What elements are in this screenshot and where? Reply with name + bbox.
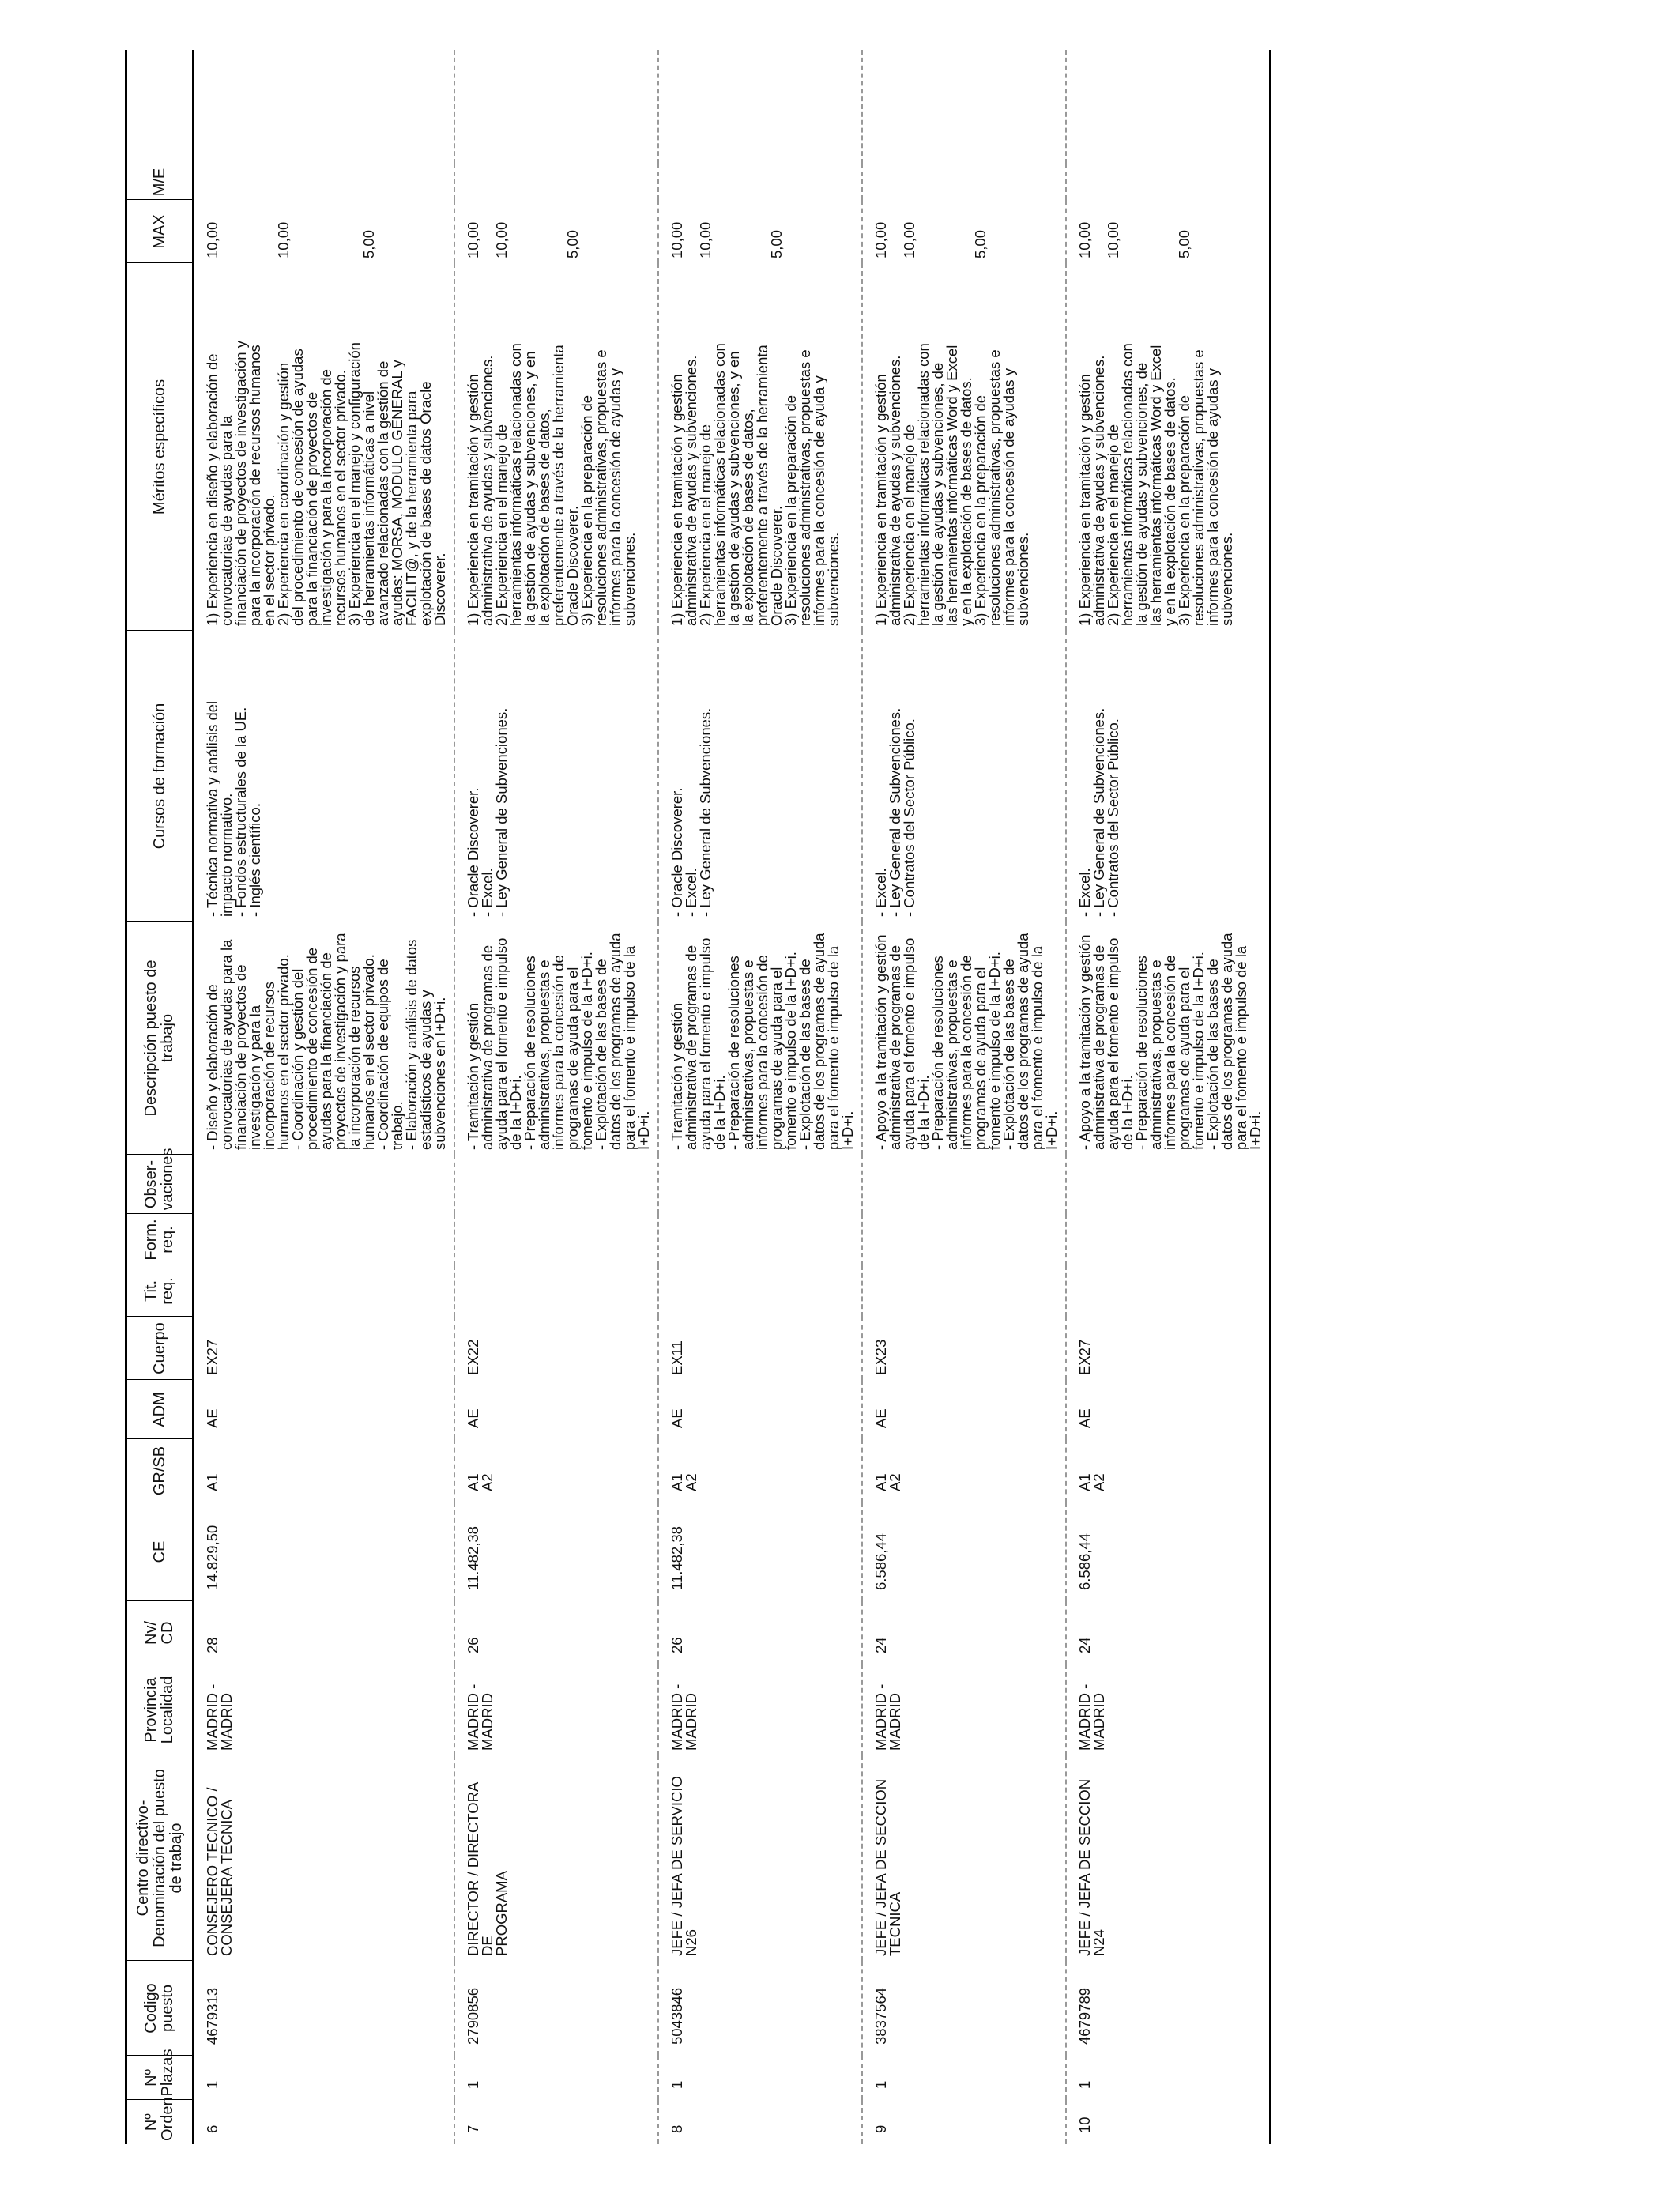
cell-max: 10,00 10,00 5,00 xyxy=(658,200,862,263)
cell-blank xyxy=(862,50,1066,164)
header-ce: CE xyxy=(126,1502,194,1601)
job-positions-table xyxy=(125,50,1271,2144)
header-nivel: Nv/ CD xyxy=(126,1601,194,1664)
cell-provincia: MADRID - MADRID xyxy=(194,1664,455,1755)
cell-provincia: MADRID - MADRID xyxy=(862,1664,1066,1755)
cell-titulacion xyxy=(862,1265,1066,1317)
cell-descripcion: - Tramitación y gestión administrativa de programas de ayuda para el fomento e impulso de la I+D+i. - Preparación de resoluciones administrativas, propuestas e informes para la concesión de programas de ayuda para el fomento e impulso de la I+D+i. - Explotación de las bases de datos de los programas de ayuda para el fomento e impulso de la I+D+i. xyxy=(454,922,658,1155)
cell-max: 10,00 10,00 5,00 xyxy=(194,200,455,263)
cell-cursos: - Técnica normativa y análisis del impacto normativo. - Fondos estructurales de la UE. - Inglés científico. xyxy=(194,631,455,922)
cell-grupo: A1 A2 xyxy=(862,1439,1066,1502)
cell-orden: 8 xyxy=(658,2100,862,2144)
cell-me xyxy=(1066,164,1271,200)
cell-titulacion xyxy=(658,1265,862,1317)
header-descripcion: Descripción puesto de trabajo xyxy=(126,922,194,1155)
header-meritos: Méritos específicos xyxy=(126,263,194,631)
cell-codigo: 2790856 xyxy=(454,1961,658,2056)
cell-codigo: 3837564 xyxy=(862,1961,1066,2056)
cell-plazas: 1 xyxy=(194,2056,455,2100)
cell-nivel: 24 xyxy=(862,1601,1066,1664)
header-adm: ADM xyxy=(126,1380,194,1439)
header-codigo: Codigo puesto xyxy=(126,1961,194,2056)
cell-formacion xyxy=(1066,1214,1271,1265)
table-row xyxy=(194,50,455,2144)
cell-adm: AE xyxy=(1066,1380,1271,1439)
cell-me xyxy=(454,164,658,200)
header-formacion: Form. req. xyxy=(126,1214,194,1265)
cell-nivel: 26 xyxy=(454,1601,658,1664)
cell-observaciones xyxy=(1066,1155,1271,1214)
cell-blank xyxy=(1066,50,1271,164)
cell-cuerpo: EX23 xyxy=(862,1317,1066,1380)
cell-plazas: 1 xyxy=(862,2056,1066,2100)
cell-provincia: MADRID - MADRID xyxy=(658,1664,862,1755)
cell-cuerpo: EX27 xyxy=(194,1317,455,1380)
header-cursos: Cursos de formación xyxy=(126,631,194,922)
cell-grupo: A1 A2 xyxy=(454,1439,658,1502)
header-titulacion: Tit. req. xyxy=(126,1265,194,1317)
cell-observaciones xyxy=(862,1155,1066,1214)
cell-centro: DIRECTOR / DIRECTORA DE PROGRAMA xyxy=(454,1755,658,1961)
cell-ce: 6.586,44 xyxy=(1066,1502,1271,1601)
cell-codigo: 4679313 xyxy=(194,1961,455,2056)
cell-centro: JEFE / JEFA DE SERVICIO N26 xyxy=(658,1755,862,1961)
cell-codigo: 5043846 xyxy=(658,1961,862,2056)
cell-cursos: - Oracle Discoverer. - Excel. - Ley General de Subvenciones. xyxy=(454,631,658,922)
cell-adm: AE xyxy=(658,1380,862,1439)
cell-provincia: MADRID - MADRID xyxy=(1066,1664,1271,1755)
cell-codigo: 4679789 xyxy=(1066,1961,1271,2056)
cell-orden: 6 xyxy=(194,2100,455,2144)
cell-titulacion xyxy=(194,1265,455,1317)
cell-adm: AE xyxy=(454,1380,658,1439)
cell-centro: JEFE / JEFA DE SECCION TECNICA xyxy=(862,1755,1066,1961)
cell-me xyxy=(194,164,455,200)
cell-ce: 11.482,38 xyxy=(454,1502,658,1601)
header-blank xyxy=(126,50,194,164)
header-provincia: Provincia Localidad xyxy=(126,1664,194,1755)
cell-me xyxy=(658,164,862,200)
cell-max: 10,00 10,00 5,00 xyxy=(1066,200,1271,263)
cell-cursos: - Oracle Discoverer. - Excel. - Ley General de Subvenciones. xyxy=(658,631,862,922)
cell-blank xyxy=(454,50,658,164)
cell-me xyxy=(862,164,1066,200)
cell-max: 10,00 10,00 5,00 xyxy=(454,200,658,263)
cell-nivel: 24 xyxy=(1066,1601,1271,1664)
rotated-page xyxy=(125,50,1555,2144)
cell-max: 10,00 10,00 5,00 xyxy=(862,200,1066,263)
cell-observaciones xyxy=(194,1155,455,1214)
cell-orden: 9 xyxy=(862,2100,1066,2144)
cell-centro: JEFE / JEFA DE SECCION N24 xyxy=(1066,1755,1271,1961)
table-row xyxy=(1066,50,1271,2144)
header-row xyxy=(126,50,194,2144)
cell-descripcion: - Tramitación y gestión administrativa de programas de ayuda para el fomento e impulso de la I+D+i. - Preparación de resoluciones administrativas, propuestas e informes para la concesión de programas de ayuda para el fomento e impulso de la I+D+i. - Explotación de las bases de datos de los programas de ayuda para el fomento e impulso de la I+D+i. xyxy=(658,922,862,1155)
cell-observaciones xyxy=(454,1155,658,1214)
cell-titulacion xyxy=(454,1265,658,1317)
cell-cursos: - Excel. - Ley General de Subvenciones. - Contratos del Sector Público. xyxy=(862,631,1066,922)
header-me: M/E xyxy=(126,164,194,200)
table-row xyxy=(862,50,1066,2144)
cell-provincia: MADRID - MADRID xyxy=(454,1664,658,1755)
cell-descripcion: - Diseño y elaboración de convocatorias de ayudas para la financiación de proyectos de investigación y para la incorporación de recursos humanos en el sector privado. - Coordinación y gestión del procedimiento de concesión de ayudas para la financiación de proyectos de investigación y para la incorporación de recursos humanos en el sector privado. - Coordinación de equipos de trabajo. - Elaboración y análisis de datos estadísticos de ayudas y subvenciones en I+D+i. xyxy=(194,922,455,1155)
cell-nivel: 28 xyxy=(194,1601,455,1664)
cell-meritos: 1) Experiencia en tramitación y gestión administrativa de ayudas y subvenciones. 2) Experiencia en el manejo de herramientas informáticas relacionadas con la gestión de ayudas y subvenciones, y en la explotación de bases de datos, preferentemente a través de la herramienta Oracle Discoverer. 3) Experiencia en la preparación de resoluciones administrativas, propuestas e informes para la concesión de ayuda y subvenciones. xyxy=(658,263,862,631)
cell-centro: CONSEJERO TECNICO / CONSEJERA TECNICA xyxy=(194,1755,455,1961)
cell-ce: 6.586,44 xyxy=(862,1502,1066,1601)
cell-formacion xyxy=(658,1214,862,1265)
cell-descripcion: - Apoyo a la tramitación y gestión administrativa de programas de ayuda para el fomento e impulso de la I+D+i. - Preparación de resoluciones administrativas, propuestas e informes para la concesión de programas de ayuda para el fomento e impulso de la I+D+i. - Explotación de las bases de datos de los programas de ayuda para el fomento e impulso de la I+D+i. xyxy=(862,922,1066,1155)
cell-adm: AE xyxy=(194,1380,455,1439)
cell-grupo: A1 xyxy=(194,1439,455,1502)
cell-titulacion xyxy=(1066,1265,1271,1317)
table-row xyxy=(658,50,862,2144)
cell-formacion xyxy=(194,1214,455,1265)
cell-plazas: 1 xyxy=(454,2056,658,2100)
cell-meritos: 1) Experiencia en tramitación y gestión administrativa de ayudas y subvenciones. 2) Experiencia en el manejo de herramientas informáticas relacionadas con la gestión de ayudas y subvenciones, de las herramientas informáticas Word y Excel y en la explotación de bases de datos. 3) Experiencia en la preparación de resoluciones administrativas, propuestas e informes para la concesión de ayudas y subvenciones. xyxy=(862,263,1066,631)
header-grupo: GR/SB xyxy=(126,1439,194,1502)
header-max: MAX xyxy=(126,200,194,263)
header-centro: Centro directivo- Denominación del puesto de trabajo xyxy=(126,1755,194,1961)
cell-observaciones xyxy=(658,1155,862,1214)
cell-grupo: A1 A2 xyxy=(1066,1439,1271,1502)
cell-formacion xyxy=(862,1214,1066,1265)
cell-orden: 7 xyxy=(454,2100,658,2144)
cell-meritos: 1) Experiencia en diseño y elaboración de convocatorias de ayudas para la financiación de proyectos de investigación y para la incorporación de recursos humanos en el sector privado. 2) Experiencia en coordinación y gestión del procedimiento de concesión de ayudas para la financiación de proyectos de investigación y para la incorporación de recursos humanos en el sector privado. 3) Experiencia en el manejo y configuración de herramientas informáticas a nivel avanzado relacionadas con la gestión de ayudas: MORSA, MÓDULO GENERAL y FACILIT@, y de la herramienta para explotación de bases de datos Oracle Discoverer. xyxy=(194,263,455,631)
cell-nivel: 26 xyxy=(658,1601,862,1664)
table-row xyxy=(454,50,658,2144)
header-observaciones: Obser- vaciones xyxy=(126,1155,194,1214)
cell-orden: 10 xyxy=(1066,2100,1271,2144)
cell-ce: 11.482,38 xyxy=(658,1502,862,1601)
cell-plazas: 1 xyxy=(658,2056,862,2100)
cell-cuerpo: EX11 xyxy=(658,1317,862,1380)
cell-blank xyxy=(658,50,862,164)
cell-blank xyxy=(194,50,455,164)
cell-cuerpo: EX27 xyxy=(1066,1317,1271,1380)
cell-grupo: A1 A2 xyxy=(658,1439,862,1502)
cell-meritos: 1) Experiencia en tramitación y gestión administrativa de ayudas y subvenciones. 2) Experiencia en el manejo de herramientas informáticas relacionadas con la gestión de ayudas y subvenciones, y en la explotación de bases de datos, preferentemente a través de la herramienta Oracle Discoverer. 3) Experiencia en la preparación de resoluciones administrativas, propuestas e informes para la concesión de ayudas y subvenciones. xyxy=(454,263,658,631)
cell-plazas: 1 xyxy=(1066,2056,1271,2100)
cell-cuerpo: EX22 xyxy=(454,1317,658,1380)
cell-meritos: 1) Experiencia en tramitación y gestión administrativa de ayudas y subvenciones. 2) Experiencia en el manejo de herramientas informáticas relacionadas con la gestión de ayudas y subvenciones, de las herramientas informáticas Word y Excel y en la explotación de bases de datos. 3) Experiencia en la preparación de resoluciones administrativas, propuestas e informes para la concesión de ayudas y subvenciones. xyxy=(1066,263,1271,631)
cell-formacion xyxy=(454,1214,658,1265)
header-plazas: Nº Plazas xyxy=(126,2056,194,2100)
cell-adm: AE xyxy=(862,1380,1066,1439)
header-cuerpo: Cuerpo xyxy=(126,1317,194,1380)
cell-ce: 14.829,50 xyxy=(194,1502,455,1601)
cell-descripcion: - Apoyo a la tramitación y gestión administrativa de programas de ayuda para el fomento e impulso de la I+D+i. - Preparación de resoluciones administrativas, propuestas e informes para la concesión de programas de ayuda para el fomento e impulso de la I+D+i. - Explotación de las bases de datos de los programas de ayuda para el fomento e impulso de la I+D+i. xyxy=(1066,922,1271,1155)
cell-cursos: - Excel. - Ley General de Subvenciones. - Contratos del Sector Público. xyxy=(1066,631,1271,922)
header-orden: Nº Orden xyxy=(126,2100,194,2144)
